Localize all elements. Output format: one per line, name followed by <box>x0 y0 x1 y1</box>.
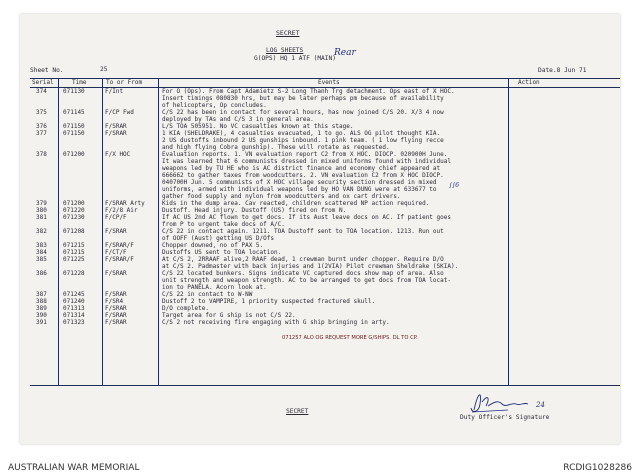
entry-to-from: F/SRAR <box>105 130 127 137</box>
entry-event-line: Dustoff. Head injury. Dustoff (US) fired on from N. <box>162 207 347 214</box>
entry-to-from: F/SR4 <box>105 298 124 305</box>
entry-time: 071208 <box>63 228 85 235</box>
entry-to-from: F/SRAR <box>105 291 127 298</box>
entry-serial: 387 <box>36 291 47 298</box>
entry-serial: 384 <box>36 249 47 256</box>
entry-event-line: If AC US 2nd AC flown to get docs. If its Aust leave docs on AC. If patient goes <box>162 214 451 221</box>
entry-to-from: F/X HOC <box>105 151 131 158</box>
entry-serial: 390 <box>36 312 47 319</box>
signature-label: Duty Officer's Signature <box>460 414 550 421</box>
entry-event-line: C/S 22 located bunkers. Signs indicate VC captured docs show map of area. Also <box>162 270 444 277</box>
entry-time: 071313 <box>63 305 85 312</box>
sheet-label: Sheet No. <box>30 67 64 74</box>
entry-to-from: F/SRAR <box>105 319 127 326</box>
column-header-events: Events <box>318 79 340 86</box>
entry-serial: 381 <box>36 214 47 221</box>
entry-to-from: F/SRAR <box>105 123 127 130</box>
entry-event-line: Chopper downed, no of PAX 5. <box>162 242 264 249</box>
entry-event-line: At C/S 2, 2RRAAF alive,2 RAAF dead, 1 crewman burnt under chopper. Require D/O <box>162 256 444 263</box>
entry-serial: 383 <box>36 242 47 249</box>
entry-event-line: For O (Ops). From Capt Adamietz S-2 Long Thanh Trg detachment. Ops east of X HOC. <box>162 88 455 95</box>
entry-event-line: uniforms, armed with individual weapons led by HO VAN DUNG were at 633677 to <box>162 186 437 193</box>
entry-time: 071314 <box>63 312 85 319</box>
entry-time: 071150 <box>63 130 85 137</box>
entry-time: 071230 <box>63 214 85 221</box>
entry-to-from: F/Int <box>105 88 124 95</box>
sheet-date: Date.8 Jun 71 <box>538 67 587 74</box>
entry-event-line: C/S 2 not receiving fire engaging with G ship bringing in arty. <box>162 319 390 326</box>
entry-time: 071225 <box>63 256 85 263</box>
entry-time: 071200 <box>63 151 85 158</box>
bottom-classification: SECRET <box>286 408 309 415</box>
entry-time: 071130 <box>63 88 85 95</box>
entry-event-line: Kids in the dump area. Cav reacted, children scattered NP action required. <box>162 200 430 207</box>
column-header-serial: Serial <box>32 79 54 86</box>
entry-to-from: F/SRAR <box>105 305 127 312</box>
entry-time: 071200 <box>63 200 85 207</box>
entry-event-line: It was learned that 6 communists dressed in mixed uniforms found with individual <box>162 158 451 165</box>
entry-serial: 389 <box>36 305 47 312</box>
entry-time: 071220 <box>63 207 85 214</box>
entry-serial: 380 <box>36 207 47 214</box>
entry-serial: 374 <box>36 88 47 95</box>
entry-event-line: Evaluation reports. 1. VN evaluation report C2 from X HOC. DIOCP. 020900H June. <box>162 151 448 158</box>
unit-heading: G(OPS) HQ 1 ATF (MAIN) <box>254 55 336 62</box>
serial-387-handwritten-note: 071257 ALO OG REQUEST MORE G/SHIPS. DL TO CP. <box>282 335 418 341</box>
entry-event-line: D/O complete. <box>162 305 209 312</box>
entry-to-from: F/CP/F <box>105 214 127 221</box>
entry-serial: 382 <box>36 228 47 235</box>
log-title: LOG SHEETS <box>266 47 304 54</box>
entry-event-line: Target area for G ship is not C/S 22. <box>162 312 296 319</box>
entry-event-line: L/S TOA 505951. No VC casualties known at this stage. <box>162 123 354 130</box>
entry-event-line: Dustoff 2 to VAMPIRE, 1 priority suspected fractured skull. <box>162 298 376 305</box>
entry-event-line: weapons led by TU HE who is AC district finance and economy chief appeared at <box>162 165 441 172</box>
entry-to-from: F/SRAR <box>105 270 127 277</box>
entry-time: 071245 <box>63 291 85 298</box>
entry-event-line: of helicopters, Op concludes. <box>162 102 267 109</box>
entry-event-line: Insert timings 080830 hrs, but may be later perhaps pm because of availability <box>162 95 444 102</box>
entry-serial: 379 <box>36 200 47 207</box>
entry-serial: 378 <box>36 151 47 158</box>
signature-date-mark: 24 <box>536 401 545 409</box>
entry-to-from: F/SRAR/F <box>105 242 134 249</box>
archive-reference: RCDIG1028286 <box>563 463 632 473</box>
entry-to-from: F/2/8 Air <box>105 207 138 214</box>
entry-serial: 386 <box>36 270 47 277</box>
column-header-time: Time <box>72 79 87 86</box>
entry-event-line: 040700H Jun. 5 communists of X HOC village security section dressed in mixed <box>162 179 437 186</box>
entry-event-line: 1 KIA (SHELDRAKE), 4 casualties evacuated, 1 to go. ALS OG pilot thought KIA. <box>162 130 441 137</box>
entry-serial: 376 <box>36 123 47 130</box>
entry-serial: 375 <box>36 109 47 116</box>
entry-event-line: deployed by TAs and C/S 3 in general area. <box>162 116 314 123</box>
entry-event-line: and high flying Cobra gunship). These will rotate as requested. <box>162 144 390 151</box>
entry-time: 071215 <box>63 249 85 256</box>
entry-serial: 377 <box>36 130 47 137</box>
top-classification: SECRET <box>276 29 300 37</box>
entry-time: 071228 <box>63 270 85 277</box>
column-header-action: Action <box>518 79 540 86</box>
entry-to-from: F/SRAR <box>105 228 127 235</box>
archive-credit: AUSTRALIAN WAR MEMORIAL <box>8 463 140 473</box>
entry-event-line: 2 US dustoffs inbound 2 US gunships inbound. 1 pink team. ( 1 low flying recce <box>162 137 444 144</box>
entry-event-line: at C/S 2. Padmaster with back injuries and 1(2VIA) Pilot crewman Sheldrake (SKIA). <box>162 263 459 270</box>
entry-event-line: from P to urgent take docs of A/C. <box>162 221 285 228</box>
entry-to-from: F/SRAR Arty <box>105 200 145 207</box>
entry-event-line: gather food supply and nylon from woodcutters and ox cart drivers. <box>162 193 401 200</box>
entry-event-line: C/S 22 has been in contact for several hours, has now joined C/S 20. X/3 4 now <box>162 109 444 116</box>
unit-handwritten-annotation: Rear <box>334 48 356 58</box>
entry-time: 071323 <box>63 319 85 326</box>
entry-serial: 385 <box>36 256 47 263</box>
entry-time: 071240 <box>63 298 85 305</box>
entry-serial: 388 <box>36 298 47 305</box>
entry-event-line: of OOFF (Aust) getting US D/Ofs <box>162 235 274 242</box>
entry-event-line: unit strength and weapon strength. AC to be arranged to get docs from TOA locat- <box>162 277 451 284</box>
entry-time: 071145 <box>63 109 85 116</box>
entry-to-from: F/CT/F <box>105 249 127 256</box>
entry-event-line: C/S 22 in contact to W-NW <box>162 291 253 298</box>
sheet-number: 25 <box>100 66 108 73</box>
entry-to-from: F/CP Fwd <box>105 109 134 116</box>
entry-time: 071150 <box>63 123 85 130</box>
entry-to-from: F/SRAR <box>105 312 127 319</box>
entry-event-line: Dustoffs US sent to TOA location. <box>162 249 282 256</box>
entry-to-from: F/SRAR/F <box>105 256 134 263</box>
entry-serial: 391 <box>36 319 47 326</box>
column-header-to-from: To or From <box>106 79 143 86</box>
entry-event-line: ion to PANELA. Acorn look at. <box>162 284 267 291</box>
entry-event-line: C/S 22 in contact again. 1211. TOA Dustoff sent to TOA location. 1213. Run out <box>162 228 444 235</box>
entry-event-line: 666662 to gather taxes from woodcutters. 2. VN evaluation C2 from X HOC DIOCP. <box>162 172 444 179</box>
serial-378-margin-annotation: ∫∫6 <box>449 182 460 189</box>
entry-time: 071215 <box>63 242 85 249</box>
